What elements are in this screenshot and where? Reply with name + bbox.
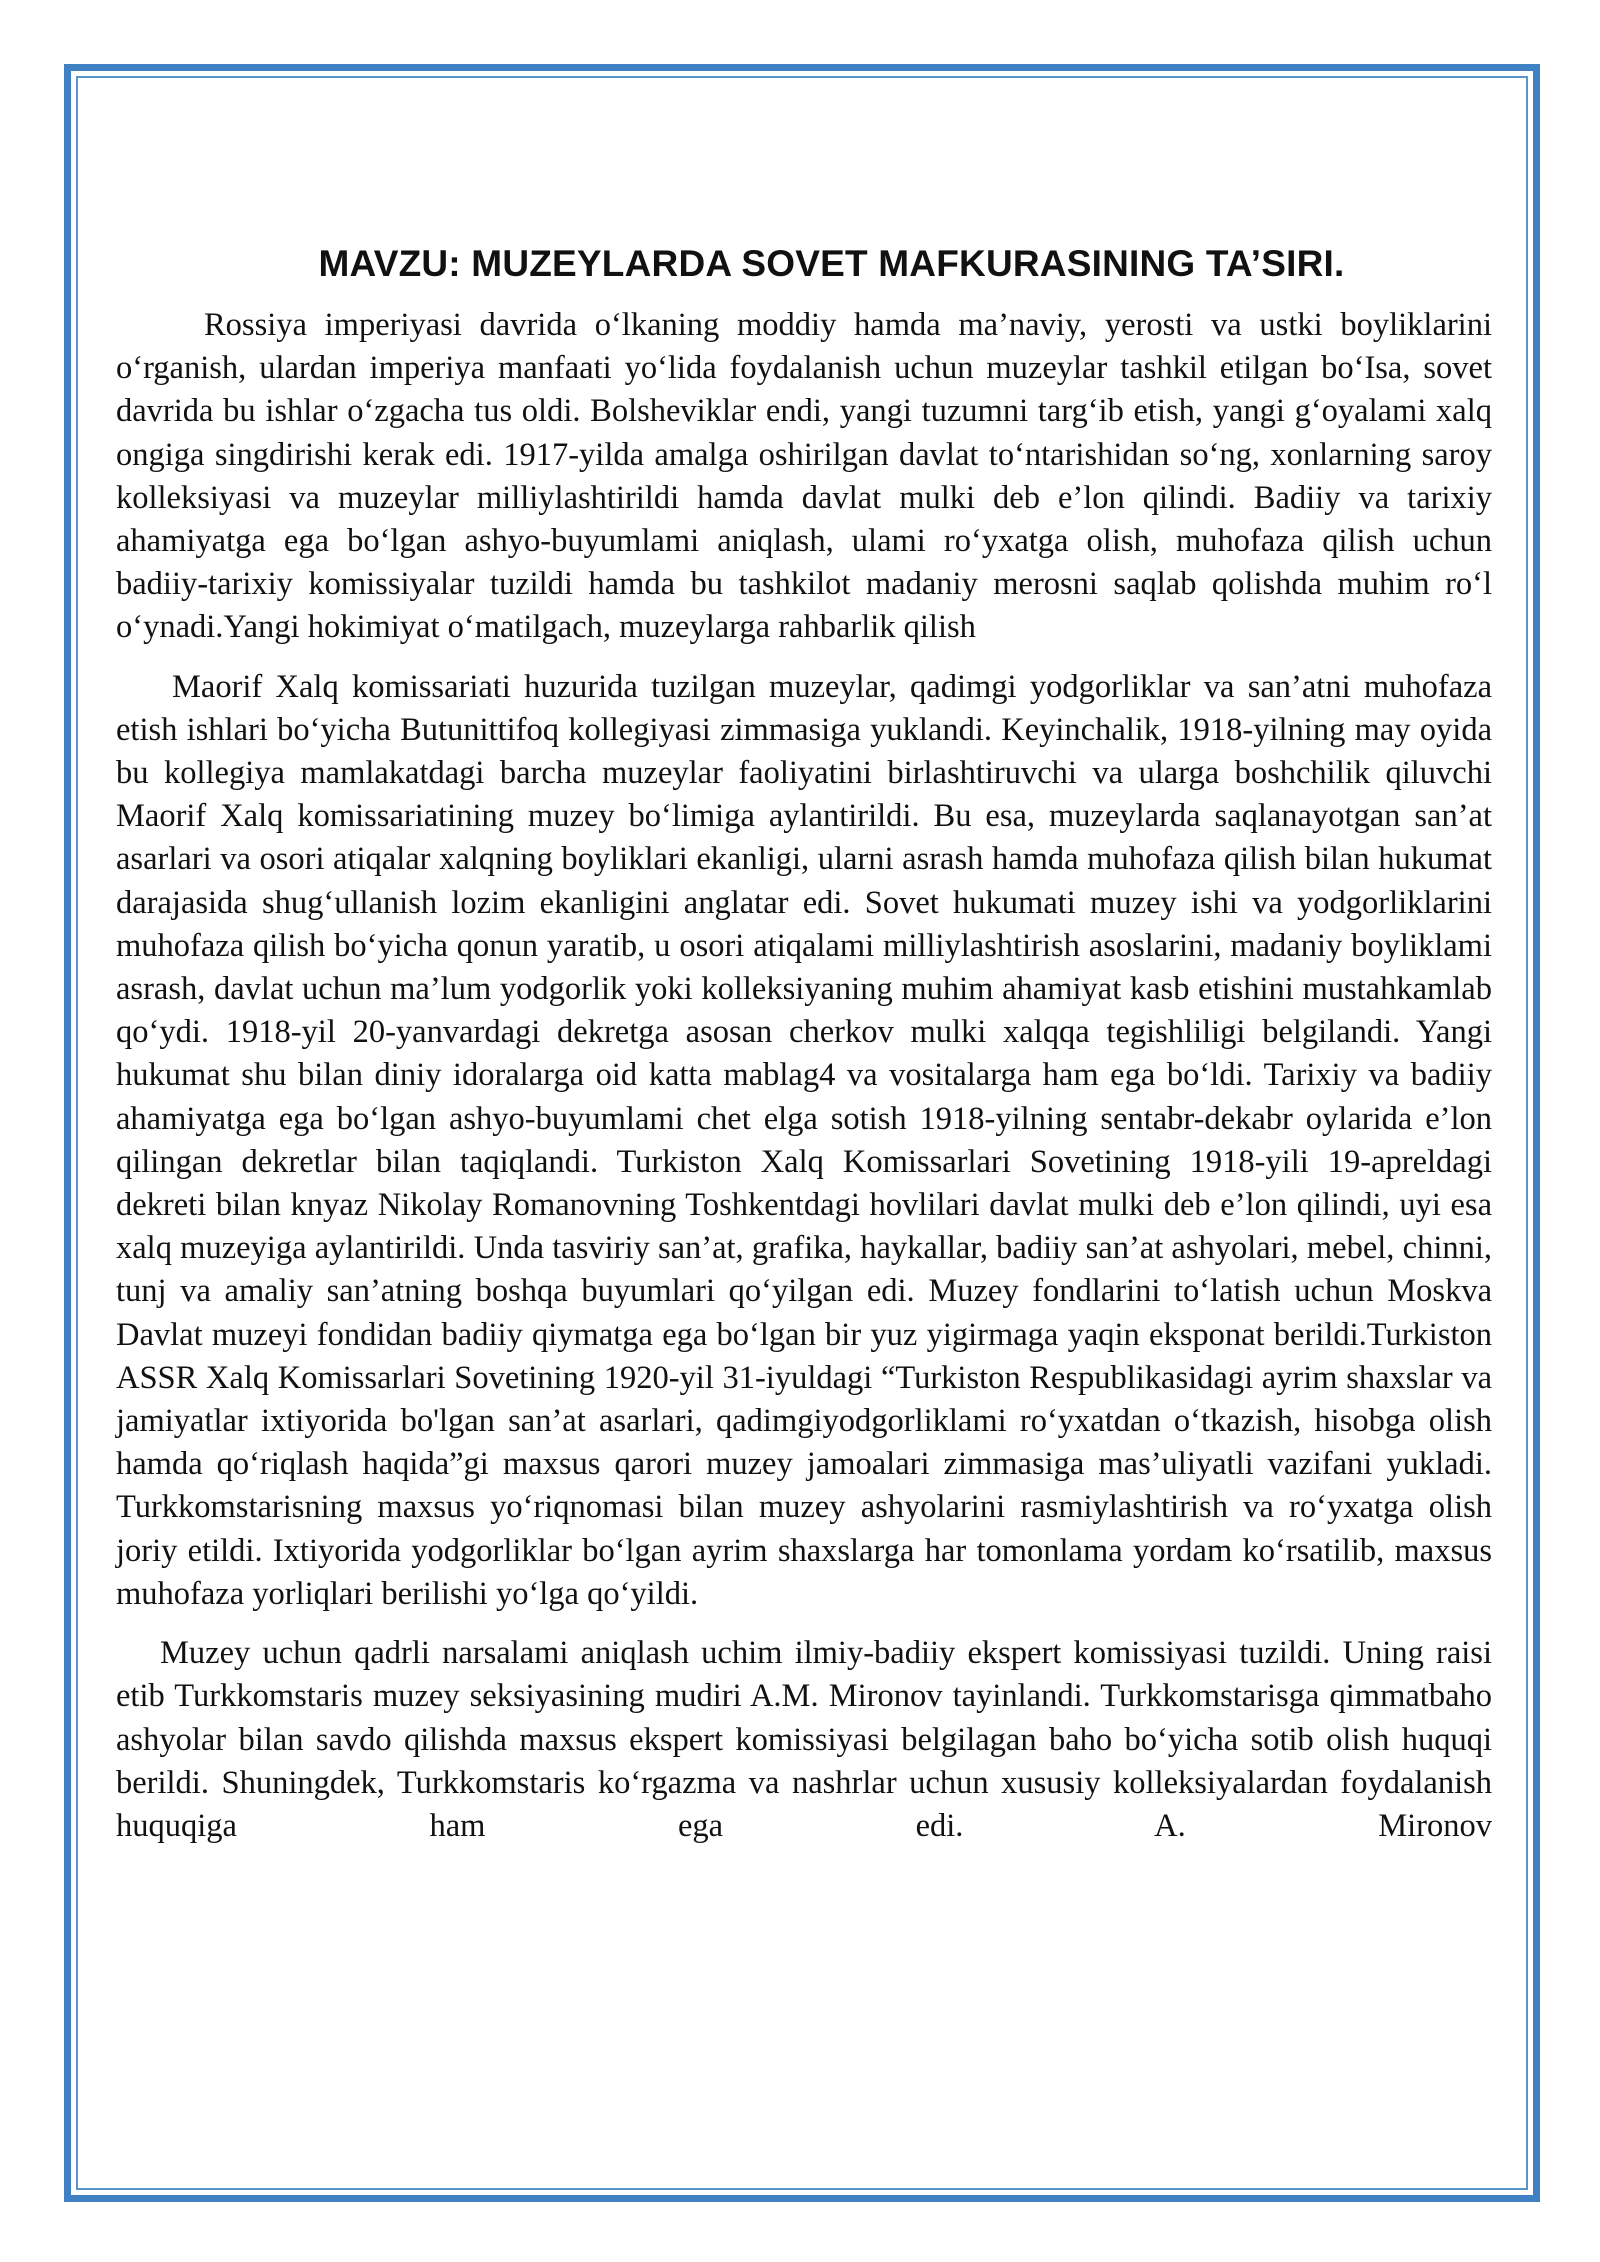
paragraph-3: Muzey uchun qadrli narsalami aniqlash uchim ilmiy-badiiy ekspert komissiyasi tuzildi. Uning raisi etib Turkkomstaris muzey seksiyasining mudiri A.M. Mironov tayinlandi. Turkkomstarisga qimmatbaho ashyolar bilan savdo qilishda maxsus ekspert komissiyasi belgilagan baho bo‘yicha sotib olish huquqi berildi. Shuningdek, Turkkomstaris ko‘rgazma va nashrlar uchun xususiy kolleksiyalardan foydalanish huquqiga ham ega edi. A. Mironov xyxy=(116,1635,1492,1844)
document-title: MAVZU: MUZEYLARDA SOVET MAFKURASINING TA’SIRI. xyxy=(318,243,1345,284)
document-body xyxy=(116,236,1492,1864)
paragraph-1: Rossiya imperiyasi davrida o‘lkaning moddiy hamda ma’naviy, yerosti va ustki boyliklarini o‘rganish, ulardan imperiya manfaati yo‘lida foydalanish uchun muzeylar tashkil etilgan bo‘Isa, sovet davrida bu ishlar o‘zgacha tus oldi. Bolsheviklar endi, yangi tuzumni targ‘ib etish, yangi g‘oyalami xalq ongiga singdirishi kerak edi. 1917-yilda amalga oshirilgan davlat to‘ntarishidan so‘ng, xonlarning saroy kolleksiyasi va muzeylar milliylashtirildi hamda davlat mulki deb e’lon qilindi. Badiiy va tarixiy ahamiyatga ega bo‘lgan ashyo-buyumlami aniqlash, ulami ro‘yxatga olish, muhofaza qilish uchun badiiy-tarixiy komissiyalar tuzildi hamda bu tashkilot madaniy merosni saqlab qolishda muhim ro‘l o‘ynadi.Yangi hokimiyat o‘matilgach, muzeylarga rahbarlik qilish xyxy=(116,307,1492,646)
paragraph-2: Maorif Xalq komissariati huzurida tuzilgan muzeylar, qadimgi yodgorliklar va san’atni muhofaza etish ishlari bo‘yicha Butunittifoq kollegiyasi zimmasiga yuklandi. Keyinchalik, 1918-yilning may oyida bu kollegiya mamlakatdagi barcha muzeylar faoliyatini birlashtiruvchi va ularga boshchilik qiluvchi Maorif Xalq komissariatining muzey bo‘limiga aylantirildi. Bu esa, muzeylarda saqlanayotgan san’at asarlari va osori atiqalar xalqning boyliklari ekanligi, ularni asrash hamda muhofaza qilish bilan hukumat darajasida shug‘ullanish lozim ekanligini anglatar edi. Sovet hukumati muzey ishi va yodgorliklarini muhofaza qilish bo‘yicha qonun yaratib, u osori atiqalami milliylashtirish asoslarini, madaniy boyliklami asrash, davlat uchun ma’lum yodgorlik yoki kolleksiyaning muhim ahamiyat kasb etishini mustahkamlab qo‘ydi. 1918-yil 20-yanvardagi dekretga asosan cherkov mulki xalqqa tegishliligi belgilandi. Yangi hukumat shu bilan diniy idoralarga oid katta mablag4 va vositalarga ham ega bo‘ldi. Tarixiy va badiiy ahamiyatga ega bo‘lgan ashyo-buyumlami chet elga sotish 1918-yilning sentabr-dekabr oylarida e’lon qilingan dekretlar bilan taqiqlandi. Turkiston Xalq Komissarlari Sovetining 1918-yili 19-apreldagi dekreti bilan knyaz Nikolay Romanovning Toshkentdagi hovlilari davlat mulki deb e’lon qilindi, uyi esa xalq muzeyiga aylantirildi. Unda tasviriy san’at, grafika, haykallar, badiiy san’at ashyolari, mebel, chinni, tunj va amaliy san’atning boshqa buyumlari qo‘yilgan edi. Muzey fondlarini to‘latish uchun Moskva Davlat muzeyi fondidan badiiy qiymatga ega bo‘lgan bir yuz yigirmaga yaqin eksponat berildi.Turkiston ASSR Xalq Komissarlari Sovetining 1920-yil 31-iyuldagi “Turkiston Respublikasidagi ayrim shaxslar va jamiyatlar ixtiyorida bo'lgan san’at asarlari, qadimgiyodgorliklami ro‘yxatdan o‘tkazish, hisobga olish hamda qo‘riqlash haqida”gi maxsus qarori muzey jamoalari zimmasiga mas’uliyatli vazifani yukladi. Turkkomstarisning maxsus yo‘riqnomasi bilan muzey ashyolarini rasmiylashtirish va ro‘yxatga olish joriy etildi. Ixtiyorida yodgorliklar bo‘lgan ayrim shaxslarga har tomonlama yordam ko‘rsatilib, maxsus muhofaza yorliqlari berilishi yo‘lga qo‘yildi. xyxy=(116,668,1492,1612)
